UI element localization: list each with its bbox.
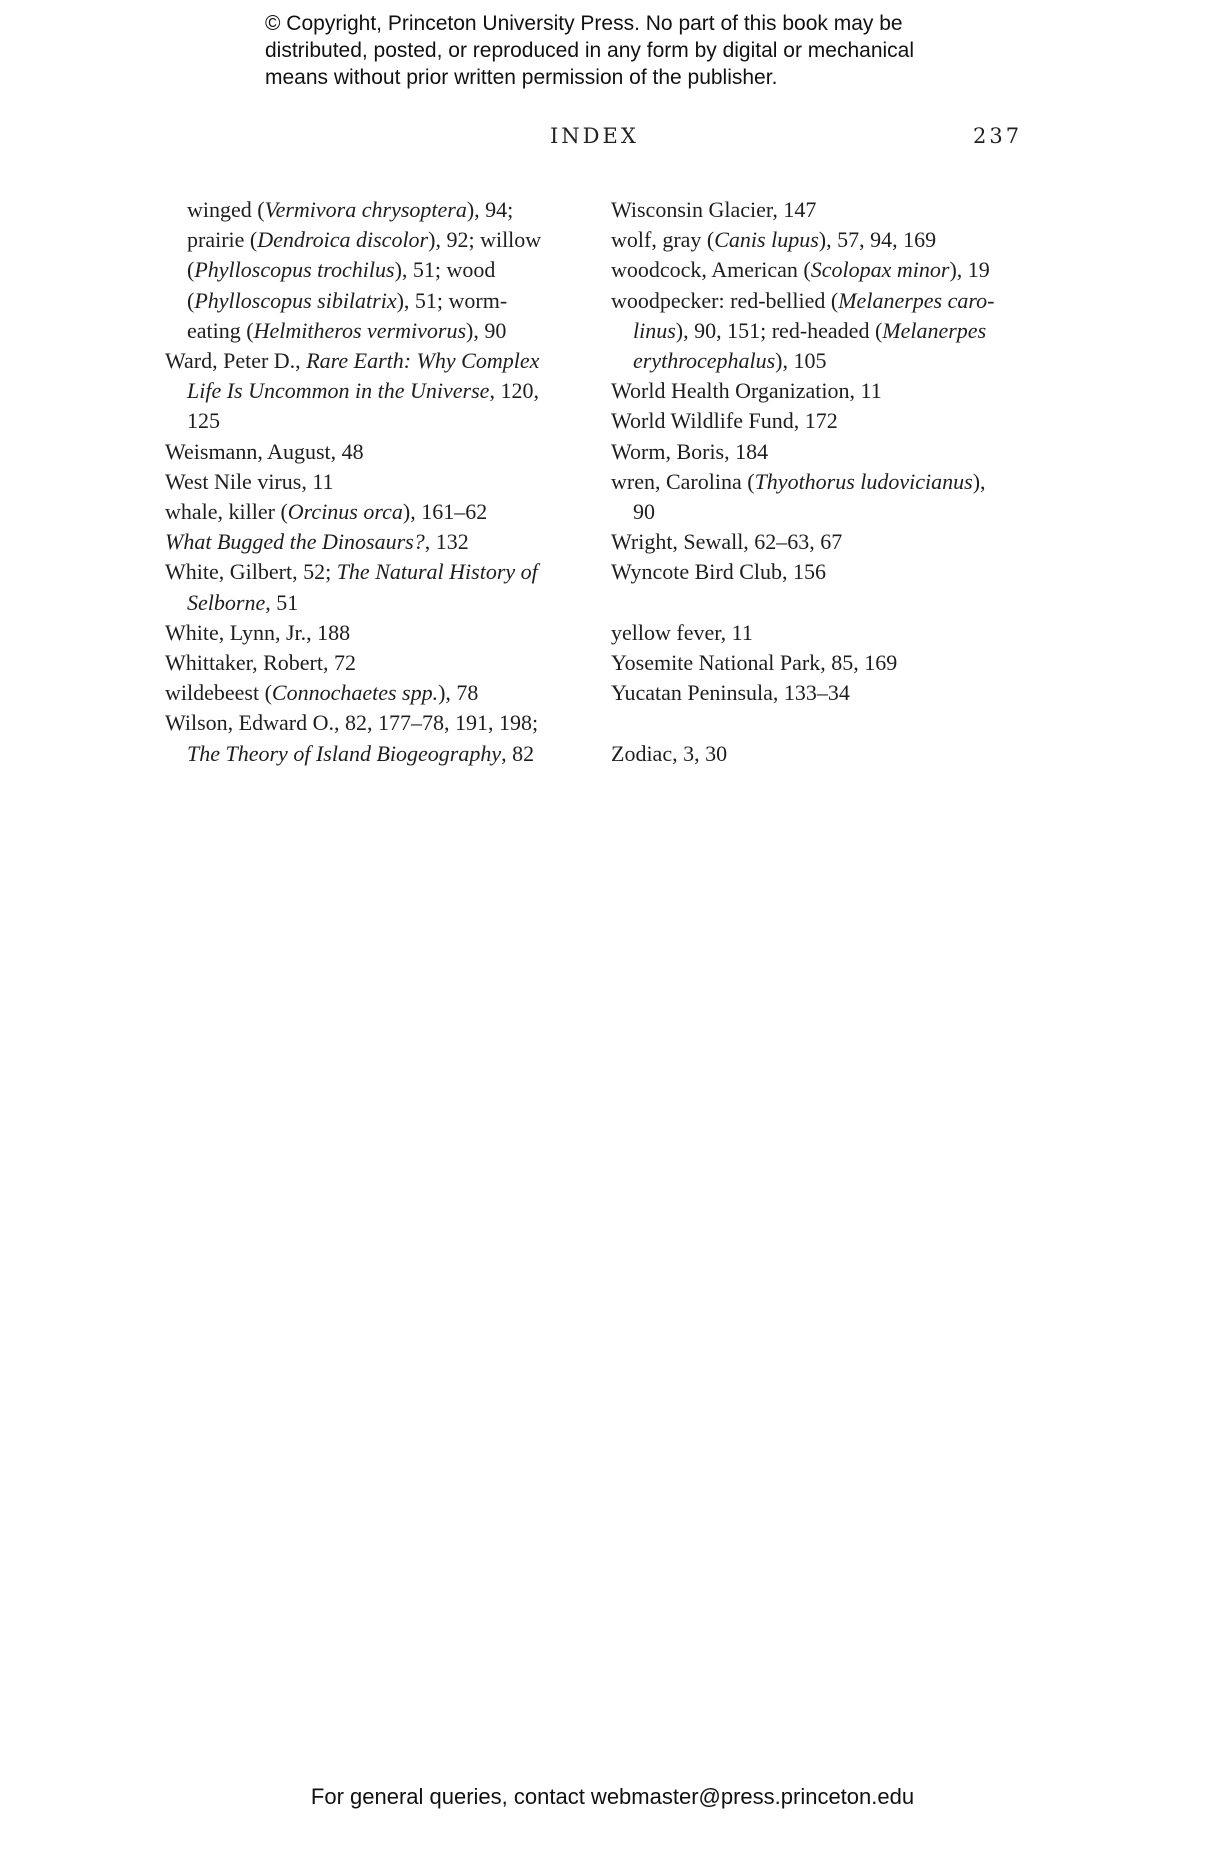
index-line: whale, killer (Orcinus orca), 161–62 [165,499,488,525]
italic-term: Selborne [187,589,266,615]
index-entry [165,678,585,708]
index-entry [611,376,1031,406]
index-entry [611,437,1031,467]
index-line: yellow fever, 11 [611,619,753,645]
page-number: 237 [973,124,1023,148]
index-entry [165,648,585,678]
section-title: INDEX [550,124,639,148]
italic-term: Life Is Uncommon in the Universe [187,378,490,404]
footer-contact: For general queries, contact webmaster@press.princeton.edu [310,1784,915,1809]
index-line: wolf, gray (Canis lupus), 57, 94, 169 [611,227,937,253]
index-entry [165,497,585,527]
index-line: prairie (Dendroica discolor), 92; willow [187,227,542,253]
index-line: The Theory of Island Biogeography, 82 [187,740,535,766]
index-line: Wisconsin Glacier, 147 [611,197,817,222]
letter-gap [611,708,1031,738]
copyright-notice [265,10,1025,91]
italic-term: linus [633,317,676,343]
index-line: White, Gilbert, 52; The Natural History of [165,559,538,585]
index-entry [165,467,585,497]
index-entry [611,678,1031,708]
index-entry [611,286,1031,377]
index-line: Wilson, Edward O., 82, 177–78, 191, 198; [165,710,539,736]
index-line: (Phylloscopus sibilatrix), 51; worm- [187,287,508,313]
index-line: Life Is Uncommon in the Universe, 120, [187,378,539,404]
italic-term: Phylloscopus trochilus [194,257,395,283]
index-entry [165,708,585,768]
index-entry [611,618,1031,648]
italic-term: What Bugged the Dinosaurs? [165,529,425,555]
index-entry [611,255,1031,285]
copyright-line: means without prior written permission of the publisher. [265,66,778,89]
index-entry [611,195,1031,225]
index-line: What Bugged the Dinosaurs?, 132 [165,529,469,555]
index-entry [611,467,1031,527]
index-line: West Nile virus, 11 [165,468,334,494]
index-line: (Phylloscopus trochilus), 51; wood [187,257,496,283]
index-line: wildebeest (Connochaetes spp.), 78 [165,680,479,706]
index-line: Wright, Sewall, 62–63, 67 [611,529,843,555]
index-line: woodpecker: red-bellied (Melanerpes caro- [611,287,995,313]
index-entry [165,618,585,648]
index-line: Wyncote Bird Club, 156 [611,559,826,585]
italic-term: Melanerpes [882,317,987,343]
italic-term: Orcinus orca [287,499,403,525]
index-line: wren, Carolina (Thyothorus ludovicianus), [611,468,986,494]
index-line: Yosemite National Park, 85, 169 [611,650,898,676]
index-line: Weismann, August, 48 [165,438,364,464]
running-head [0,124,1225,160]
italic-term: Canis lupus [714,227,819,253]
index-entry [611,527,1031,557]
index-line: Zodiac, 3, 30 [611,740,728,766]
italic-term: Thyothorus ludovicianus [754,468,973,494]
index-line: eating (Helmitheros vermivorus), 90 [187,317,507,343]
index-line: erythrocephalus), 105 [633,348,827,374]
index-column-right [611,195,1031,769]
index-entry [611,557,1031,587]
index-line: linus), 90, 151; red-headed (Melanerpes [633,317,987,343]
index-line: Whittaker, Robert, 72 [165,650,356,676]
italic-term: The Theory of Island Biogeography [187,740,502,766]
index-line: woodcock, American (Scolopax minor), 19 [611,257,990,283]
index-line: Ward, Peter D., Rare Earth: Why Complex [165,348,540,374]
italic-term: Dendroica discolor [257,227,429,253]
index-entry [165,527,585,557]
index-entry [611,406,1031,436]
index-line: winged (Vermivora chrysoptera), 94; [187,197,514,222]
index-column-left [165,195,585,769]
copyright-line: distributed, posted, or reproduced in any form by digital or mechanical [265,39,915,62]
index-entry [165,437,585,467]
index-entry [611,225,1031,255]
index-line: 125 [187,408,220,434]
copyright-line: © Copyright, Princeton University Press. No part of this book may be [265,12,903,35]
italic-term: Phylloscopus sibilatrix [194,287,397,313]
italic-term: Melanerpes caro- [838,287,995,313]
italic-term: Rare Earth: Why Complex [306,348,540,374]
index-entry [165,557,585,617]
index-entry [611,648,1031,678]
index-line: World Health Organization, 11 [611,378,882,404]
italic-term: The Natural History of [336,559,538,585]
italic-term: Connochaetes spp. [271,680,439,706]
italic-term: Helmitheros vermivorus [253,317,467,343]
italic-term: erythrocephalus [633,348,776,374]
index-entry [165,346,585,437]
index-line: Selborne, 51 [187,589,299,615]
index-line: Yucatan Peninsula, 133–34 [611,680,850,706]
letter-gap [611,588,1031,618]
index-line: 90 [633,499,655,525]
index-entry [165,195,585,346]
italic-term: Scolopax minor [810,257,950,283]
index-line: White, Lynn, Jr., 188 [165,619,351,645]
italic-term: Vermivora chrysoptera [264,197,467,222]
index-entry [611,739,1031,769]
index-line: World Wildlife Fund, 172 [611,408,838,434]
index-line: Worm, Boris, 184 [611,438,769,464]
